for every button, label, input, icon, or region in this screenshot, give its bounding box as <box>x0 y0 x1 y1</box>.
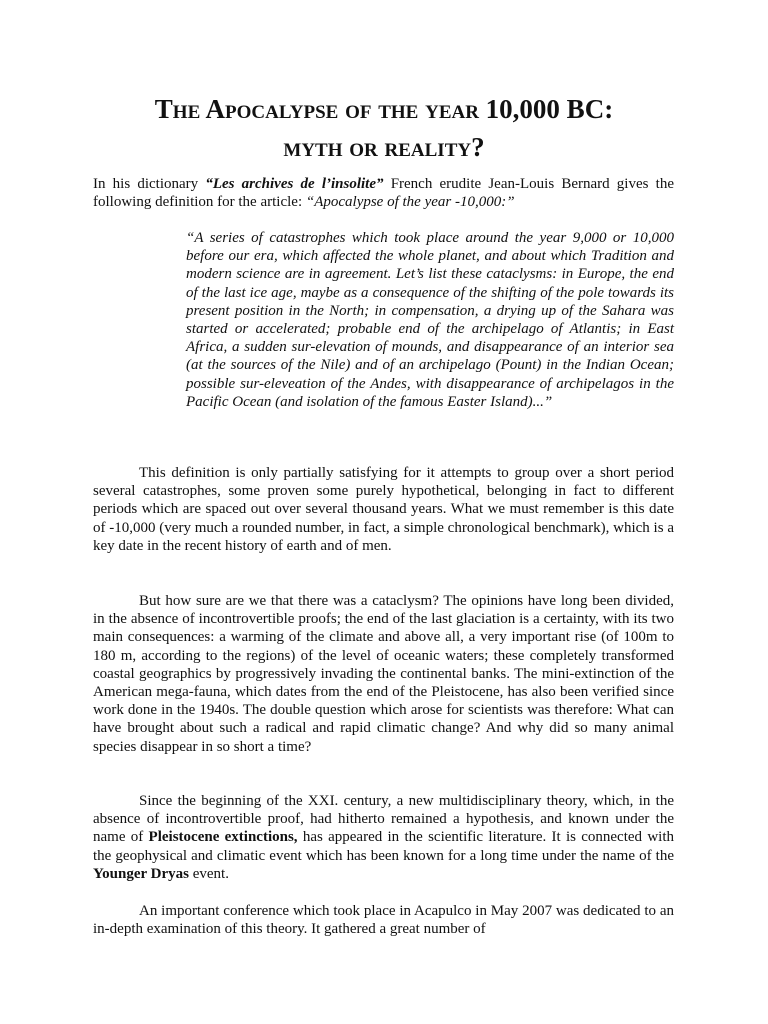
intro-text-start: In his dictionary <box>93 176 206 192</box>
book-title: “Les archives de l’insolite” <box>205 176 384 192</box>
paragraph-4 <box>93 792 674 883</box>
document-title <box>60 90 708 166</box>
paragraph-4-text-2: has appeared in the scientific literature. It is connected with the geophysical and climatic event which has been known for a long time under the name of the <box>93 829 674 864</box>
intro-paragraph <box>93 175 674 211</box>
article-title: “Apocalypse of the year -10,000:” <box>305 194 515 211</box>
paragraph-3: But how sure are we that there was a cataclysm? The opinions have long been divided, in the absence of incontrovertible proofs; the end of the last glaciation is a certainty, with its two main consequences: a warming of the climate and above all, a very important rise (of 100m to 180 m, according to the regions) of the level of oceanic waters; these completely transformed coastal geographics by progressively invading the continental banks. The mini-extinction of the American mega-fauna, which dates from the end of the Pleistocene, has also been verified since work done in the 1940s. The double question which arose for scientists was therefore: What can have brought about such a radical and rapid climatic change? And why did so many animal species disappear in so short a time? <box>93 593 674 755</box>
paragraph-4-text-1: Since the beginning of the XXI. century, a new multidisciplinary theory, which, in the absence of incontrovertible proof, had hitherto remained a hypothesis, and known under the name of <box>93 793 674 846</box>
paragraph-4-text-3: event. <box>188 865 229 882</box>
definition-quote: “A series of catastrophes which took place around the year 9,000 or 10,000 before our era, which affected the whole planet, and about which Tradition and modern science are in agreement. Let’s list these cataclysms: in Europe, the end of the last ice age, maybe as a consequence of the shifting of the pole towards its present position in the North; in compensation, a drying up of the Sahara was started or accelerated; probable end of the archipelago of Atlantis; in East Africa, a sudden sur-elevation of mounds, and disappearance of an interior sea (at the sources of the Nile) and of an archipelago (Pount) in the Indian Ocean; possible sur-eleveation of the Andes, with disappearance of archipelagos in the Pacific Ocean (and isolation of the famous Easter Island)...” <box>186 230 674 410</box>
term-pleistocene-extinctions: Pleistocene extinctions, <box>148 829 298 846</box>
paragraph-2: This definition is only partially satisfying for it attempts to group over a short period several catastrophes, some proven some purely hypothetical, belonging in fact to different periods which are spaced out over several thousand years. What we must remember is this date of -10,000 (very much a rounded number, in fact, a simple chronological benchmark), which is a key date in the recent history of earth and of men. <box>93 465 674 554</box>
term-younger-dryas: Younger Dryas <box>93 865 189 882</box>
paragraph-5: An important conference which took place in Acapulco in May 2007 was dedicated to an in-depth examination of this theory. It gathered a great number of <box>93 903 674 938</box>
title-line-1: The Apocalypse of the year 10,000 BC: <box>154 94 614 124</box>
intro-text-middle: French erudite Jean-Louis Bernard gives the following definition for the article: <box>93 176 674 211</box>
title-line-2: myth or reality? <box>283 132 485 162</box>
